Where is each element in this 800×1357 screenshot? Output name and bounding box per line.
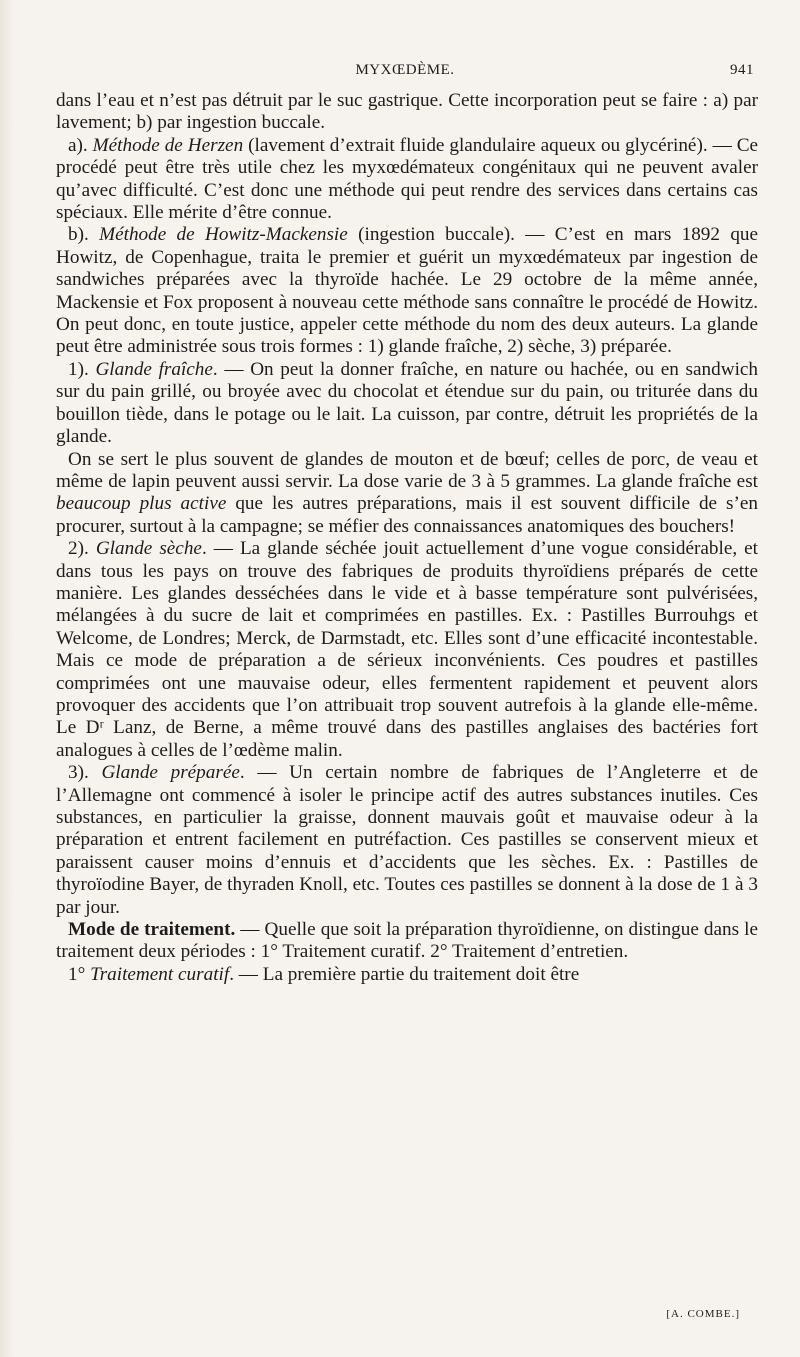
paragraph-fresh-gland: 1). Glande fraîche. — On peut la donner fraîche, en nature ou hachée, ou en sandwich sur du pain grillé, ou broyée avec du chocolat et étendue sur du pain, ou triturée dans du bouillon tiède, dans le potage ou le lait. La cuisson, par contre, détruit les propriétés de la glande. [56,358,759,448]
section-label-fresh-gland: Glande fraîche [95,358,213,380]
section-heading-treatment-mode: Mode de traitement. [68,919,236,941]
paragraph-gland-sources: On se sert le plus souvent de glandes de mouton et de bœuf; celles de porc, de veau et même de lapin peuvent aussi servir. La dose varie de 3 à 5 grammes. La glande fraîche est beaucoup plus active que les autres préparations, mais il est souvent difficile de s’en procurer, surtout à la campagne; se méfier des connaissances anatomiques des bouchers! [56,448,758,537]
page-binding-shadow [0,0,14,1357]
paragraph-howitz-mackensie-method: b). Méthode de Howitz-Mackensie (ingestion buccale). — C’est en mars 1892 que Howitz, de Copenhague, traita le premier et guérit un myxœdémateux par ingestion de sandwiches préparées avec la thyroïde hachée. Le 29 octobre de la même année, Mackensie et Fox proposent à nouveau cette méthode sans connaître le procédé de Howitz. On peut donc, en toute justice, appeler cette méthode du nom des deux auteurs. La glande peut être administrée sous trois formes : 1) glande fraîche, 2) sèche, 3) préparée. [56,224,759,358]
running-title: MYXŒDÈME. [355,62,455,78]
paragraph-prepared-gland: 3). Glande préparée. — Un certain nombre de fabriques de l’Angleterre et de l’Allemagne ont commencé à isoler le principe actif des autres substances inutiles. Ces substances, en particulier la graisse, donnent mauvais goût et mauvaise odeur à la préparation et entrent facilement en putréfaction. Ces pastilles se conservent mieux et paraissent causer moins d’ennuis et d’accidents que les sèches. Ex. : Pastilles de thyroïodine Bayer, de thyraden Knoll, etc. Toutes ces pastilles se donnent à la dose de 1 à 3 par jour. [56,762,759,918]
paragraph-intro: dans l’eau et n’est pas détruit par le suc gastrique. Cette incorporation peut se faire : a) par lavement; b) par ingestion buccale. [56,90,758,134]
author-signature: [A. COMBE.] [666,1308,740,1320]
section-label-howitz: Méthode de Howitz-Mackensie [99,224,348,246]
emphasis-more-active: beaucoup plus active [56,493,227,515]
page-header [56,62,754,84]
page-number: 941 [730,62,754,78]
paragraph-treatment-mode: Mode de traitement. — Quelle que soit la préparation thyroïdienne, on distingue dans le traitement deux périodes : 1° Traitement curatif. 2° Traitement d’entretien. [56,919,758,963]
paragraph-dry-gland: 2). Glande sèche. — La glande séchée jouit actuellement d’une vogue considérable, et dans tous les pays on trouve des fabriques de produits thyroïdiens préparés de cette manière. Les glandes desséchées dans le vide et à basse température sont pulvérisées, mélangées à du sucre de lait et comprimées en pastilles. Ex. : Pastilles Burrouhgs et Welcome, de Londres; Merck, de Darmstadt, etc. Elles sont d’une efficacité incontestable. Mais ce mode de préparation a de sérieux inconvénients. Ces poudres et pastilles comprimées ont une mauvaise odeur, elles fermentent rapidement et peuvent alors provoquer des accidents que l’on attribuait trop souvent autrefois à la glande elle-même. Le Dʳ Lanz, de Berne, a même trouvé dans des pastilles anglaises des bactéries fort analogues à celles de l’œdème malin. [56,538,759,761]
section-label-herzen: Méthode de Herzen [92,134,244,156]
paragraph-herzen-method: a). Méthode de Herzen (lavement d’extrait fluide glandulaire aqueux ou glycériné). — Ce procédé peut être très utile chez les myxœdémateux congénitaux qui ne peuvent avaler qu’avec difficulté. C’est donc une méthode qui peut rendre des services dans certains cas spéciaux. Elle mérite d’être connue. [56,134,759,224]
paragraph-curative-treatment: 1° Traitement curatif. — La première partie du traitement doit être [68,963,580,985]
section-label-prepared-gland: Glande préparée [101,762,240,784]
section-label-dry-gland: Glande sèche [95,538,202,560]
section-label-curative-treatment: Traitement curatif [90,963,230,985]
body-text [56,90,758,986]
